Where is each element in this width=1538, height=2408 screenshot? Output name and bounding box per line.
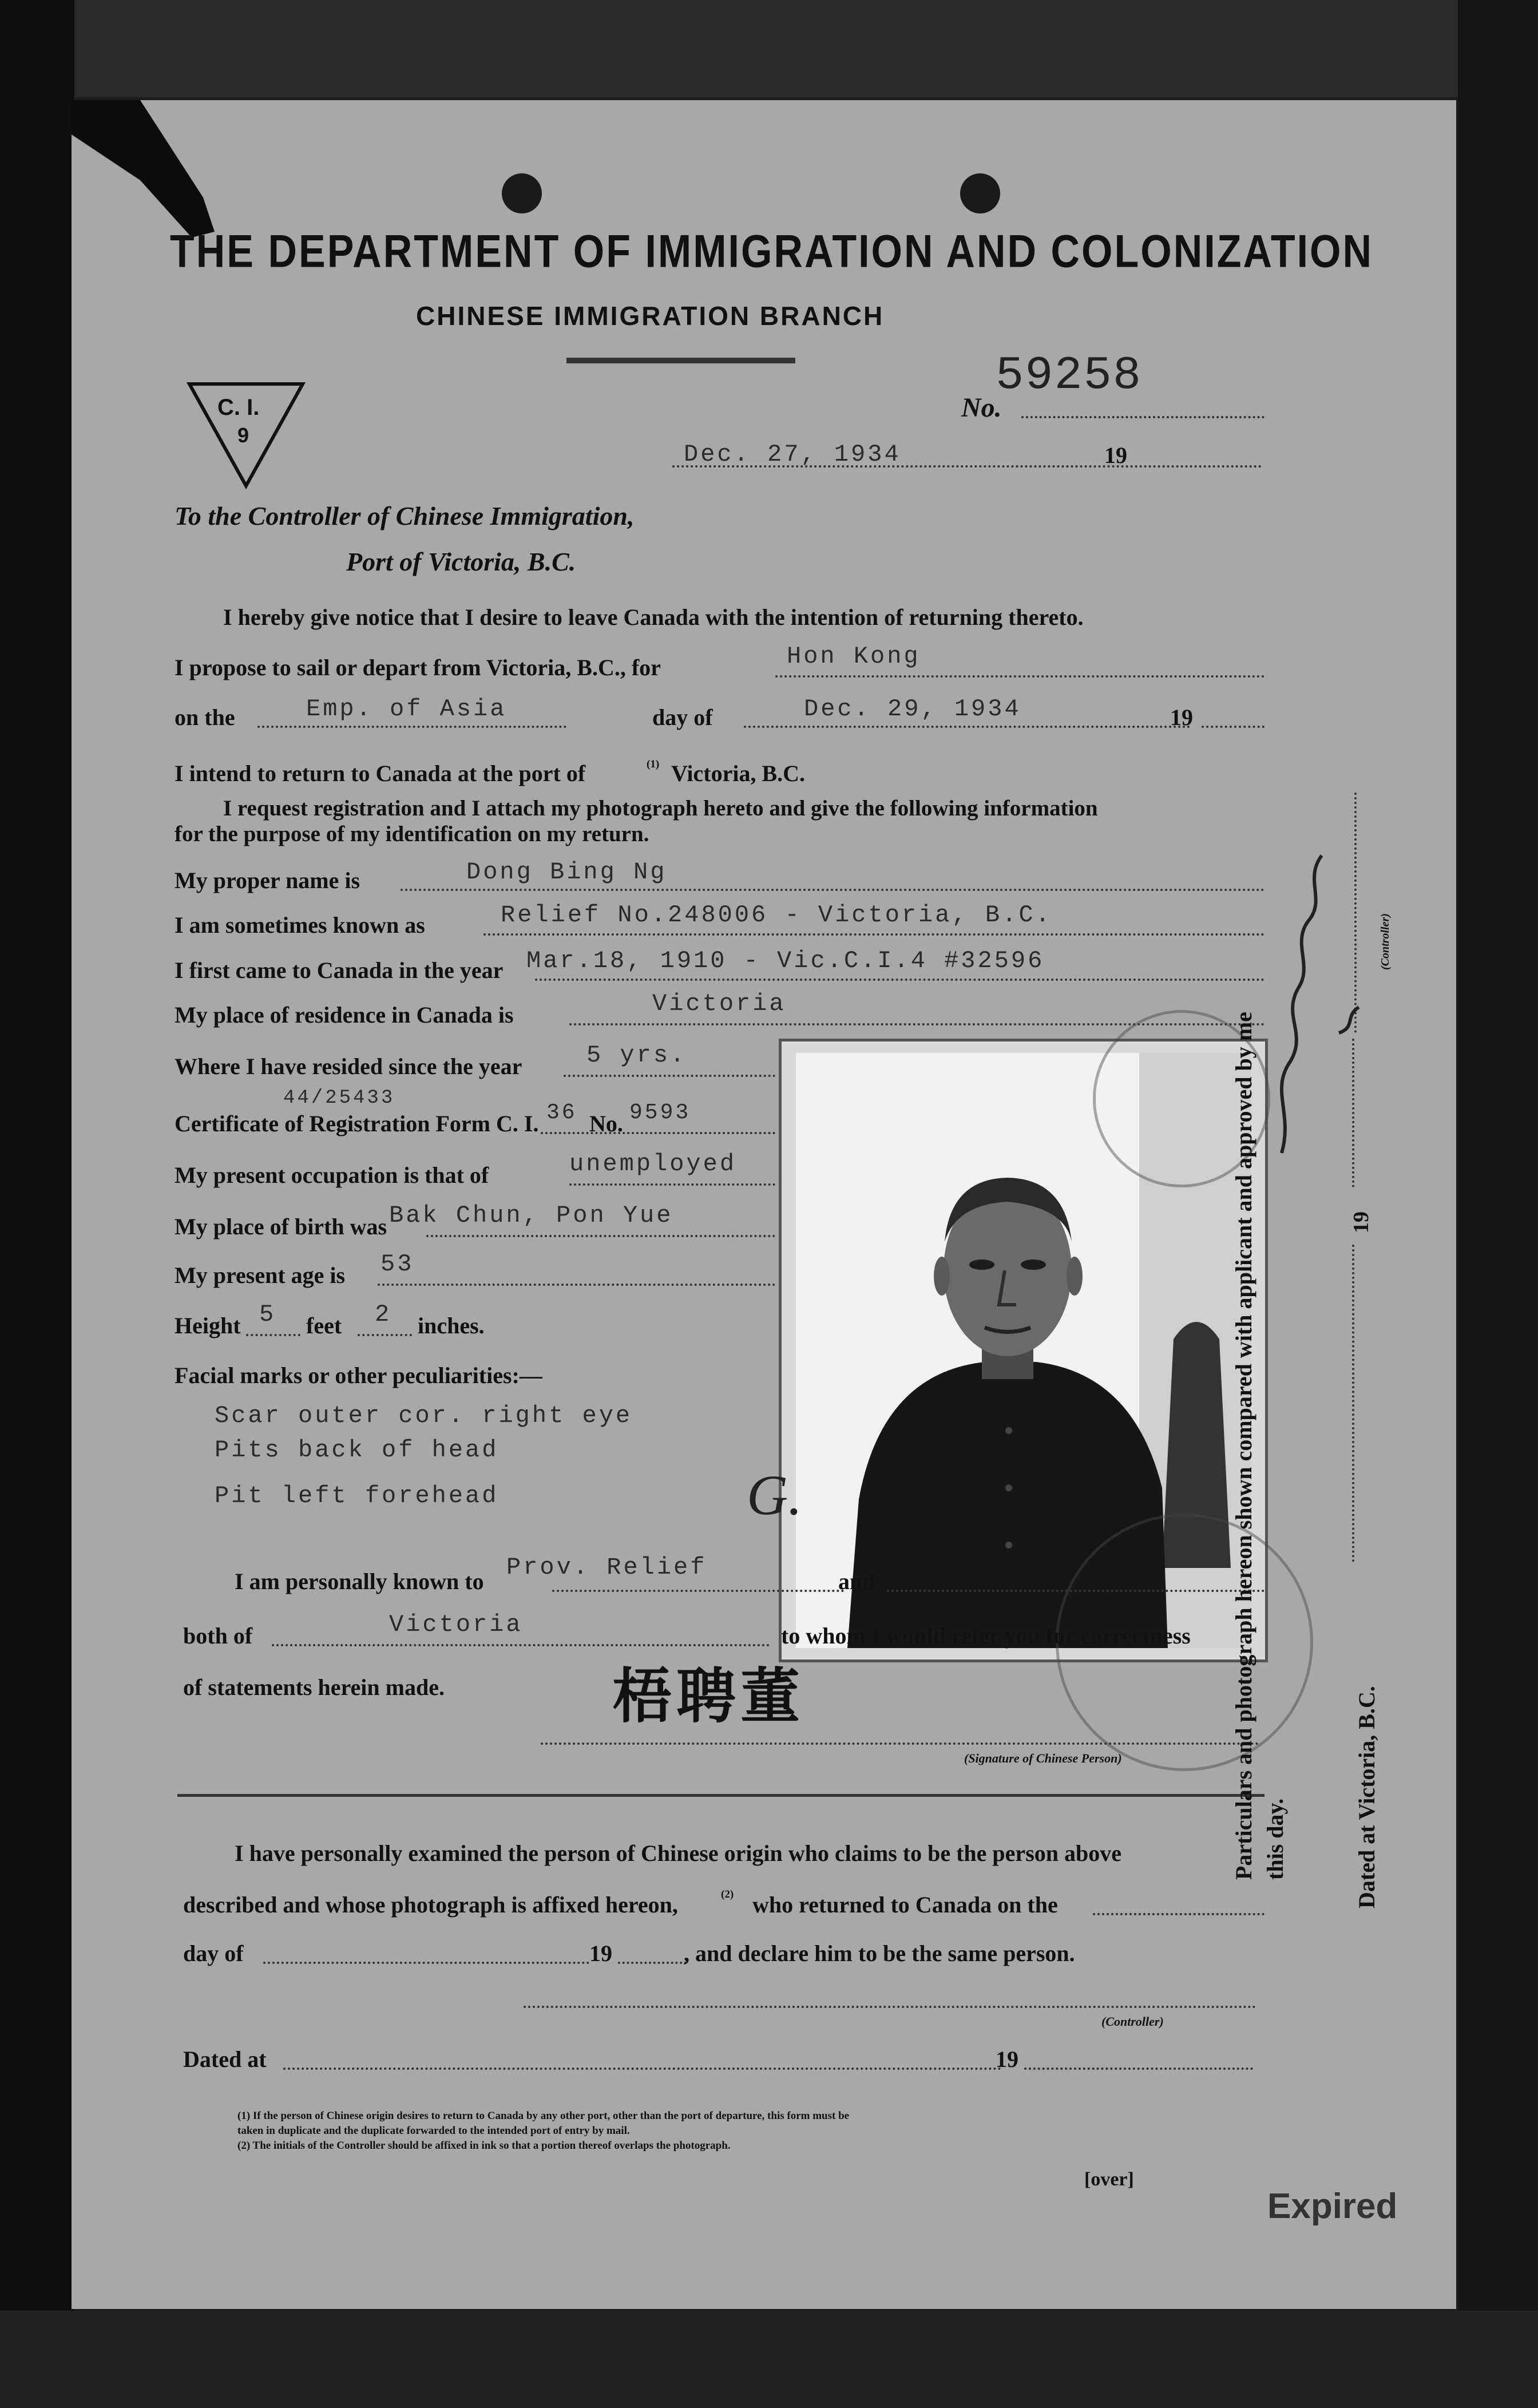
residence-label: My place of residence in Canada is — [175, 1002, 514, 1028]
first-came-label: I first came to Canada in the year — [175, 957, 504, 983]
section-divider — [177, 1794, 1265, 1797]
form-number: 59258 — [996, 349, 1143, 402]
proper-name-value: Dong Bing Ng — [466, 858, 667, 886]
number-label: No. — [961, 393, 1002, 423]
return-port-value: Victoria, B.C. — [671, 761, 806, 786]
controller-signature-scrawl — [1259, 844, 1373, 1165]
and-label: and — [838, 1569, 875, 1594]
first-came-value: Mar.18, 1910 - Vic.C.I.4 #32596 — [526, 947, 1045, 975]
particulars-line-1: Particulars and photograph hereon shown compared with applicant and approved by me — [1231, 1012, 1256, 1880]
return-port-label: I intend to return to Canada at the port of — [175, 761, 586, 786]
addressee-line-1: To the Controller of Chinese Immigration, — [175, 501, 635, 530]
intro-text: I hereby give notice that I desire to leave Canada with the intention of returning thereto. — [223, 604, 1084, 630]
departure-year-prefix: 19 — [1170, 704, 1193, 730]
inches-label: inches. — [418, 1313, 485, 1338]
department-title: THE DEPARTMENT OF IMMIGRATION AND COLONIZATION — [170, 225, 1374, 277]
form-code-bottom: 9 — [237, 423, 249, 447]
height-feet-value: 5 — [259, 1301, 276, 1328]
known-as-value: Relief No.248006 - Victoria, B.C. — [501, 901, 1052, 929]
controller-caption: (Controller) — [1101, 2014, 1164, 2029]
chinese-signature: 梧聘董 — [612, 1661, 805, 1731]
resided-since-label: Where I have resided since the year — [175, 1054, 522, 1079]
examination-line-2a: described and whose photograph is affixed hereon, — [183, 1892, 678, 1918]
facial-marks-label: Facial marks or other peculiarities:— — [175, 1363, 542, 1388]
date-year-prefix: 19 — [1104, 442, 1127, 468]
resided-since-value: 5 yrs. — [586, 1041, 687, 1069]
over-label: [over] — [1084, 2169, 1134, 2190]
certificate-note: 44/25433 — [283, 1087, 395, 1109]
film-border-bottom — [0, 2311, 1538, 2408]
examination-line-1: I have personally examined the person of Chinese origin who claims to be the person above — [235, 1840, 1121, 1866]
footnote-1a: (1) If the person of Chinese origin desires to return to Canada by any other port, other than the port of departure, this form must be — [237, 2110, 850, 2122]
dated-at-year-prefix: 19 — [996, 2046, 1018, 2072]
punch-hole-left — [502, 173, 542, 213]
height-label: Height — [175, 1313, 241, 1338]
film-border-top — [0, 0, 1538, 97]
facial-mark-2: Pits back of head — [215, 1436, 499, 1464]
film-border-left — [0, 0, 74, 2408]
birth-value: Bak Chun, Pon Yue — [389, 1202, 673, 1229]
examination-day-of-label: day of — [183, 1940, 244, 1966]
examination-line-2b: who returned to Canada on the — [752, 1892, 1058, 1918]
known-as-label: I am sometimes known as — [175, 912, 425, 938]
both-of-label: both of — [183, 1623, 253, 1649]
known-to-value: Prov. Relief — [506, 1554, 707, 1581]
facial-mark-3: Pit left forehead — [215, 1482, 499, 1510]
footnote-mark-1: (1) — [647, 758, 660, 770]
side-controller-caption: (Controller) — [1379, 913, 1392, 970]
immigration-form — [72, 100, 1456, 2309]
ship-value: Emp. of Asia — [306, 695, 507, 723]
side-year-prefix: 19 — [1349, 1211, 1373, 1233]
examination-year-prefix: 19 — [589, 1940, 612, 1966]
signature-caption: (Signature of Chinese Person) — [964, 1751, 1122, 1765]
controller-initials-on-photo: G. — [747, 1463, 803, 1527]
birth-label: My place of birth was — [175, 1214, 387, 1239]
request-line-2: for the purpose of my identification on my return. — [175, 822, 649, 846]
footnote-2: (2) The initials of the Controller should be affixed in ink so that a portion thereof overlaps the photograph. — [237, 2140, 731, 2152]
dated-at-victoria: Dated at Victoria, B.C. — [1354, 1686, 1380, 1908]
height-inches-value: 2 — [375, 1301, 392, 1328]
feet-label: feet — [306, 1313, 342, 1338]
refer-label: to whom I would refer you for correctness — [781, 1623, 1191, 1649]
footnote-mark-2: (2) — [721, 1888, 734, 1900]
occupation-value: unemployed — [569, 1150, 737, 1178]
request-line-1: I request registration and I attach my photograph hereto and give the following information — [223, 796, 1098, 821]
form-code-top: C. I. — [217, 395, 260, 420]
both-of-value: Victoria — [389, 1611, 523, 1638]
destination-value: Hon Kong — [787, 643, 921, 670]
particulars-line-2: this day. — [1262, 1798, 1288, 1880]
header-underline — [566, 358, 795, 363]
examination-line-3b: , and declare him to be the same person. — [684, 1940, 1075, 1966]
departure-date-value: Dec. 29, 1934 — [804, 695, 1021, 723]
facial-mark-1: Scar outer cor. right eye — [215, 1402, 633, 1429]
certificate-form-value: 36 — [546, 1100, 577, 1125]
addressee-line-2: Port of Victoria, B.C. — [346, 547, 576, 576]
dated-at-label: Dated at — [183, 2046, 267, 2072]
occupation-label: My present occupation is that of — [175, 1162, 489, 1188]
branch-title: CHINESE IMMIGRATION BRANCH — [416, 301, 885, 331]
expired-stamp: Expired — [1267, 2187, 1398, 2226]
form-date: Dec. 27, 1934 — [684, 441, 901, 468]
age-label: My present age is — [175, 1262, 346, 1288]
certificate-label: Certificate of Registration Form C. I. — [175, 1111, 539, 1136]
certificate-no-label: No. — [589, 1111, 623, 1136]
certificate-no-value: 9593 — [629, 1100, 691, 1125]
footnote-1b: taken in duplicate and the duplicate forwarded to the intended port of entry by mail. — [237, 2125, 630, 2137]
age-value: 53 — [380, 1250, 414, 1278]
known-to-label: I am personally known to — [235, 1569, 484, 1594]
day-of-label: day of — [652, 704, 713, 730]
sail-label: I propose to sail or depart from Victoria, B.C., for — [175, 655, 661, 680]
residence-value: Victoria — [652, 990, 786, 1017]
on-label: on the — [175, 704, 235, 730]
film-border-right — [1458, 0, 1538, 2408]
punch-hole-right — [960, 173, 1000, 213]
statements-label: of statements herein made. — [183, 1674, 445, 1700]
proper-name-label: My proper name is — [175, 868, 360, 893]
